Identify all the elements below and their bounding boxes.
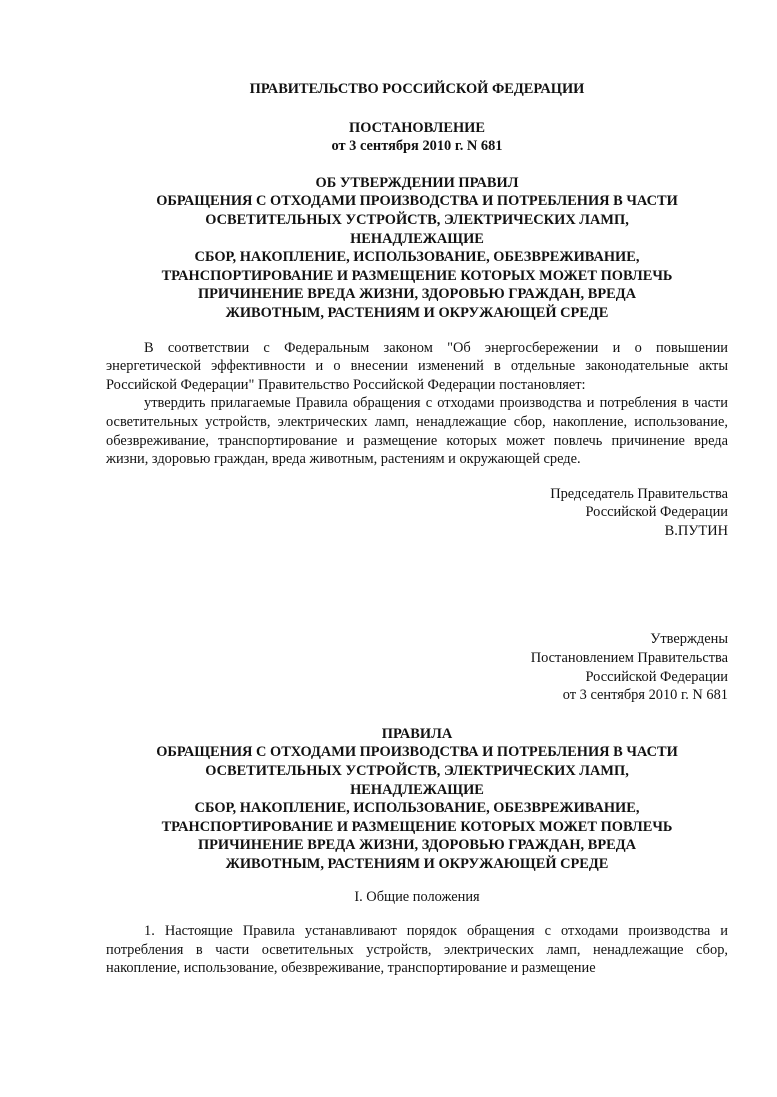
decree-title-line: ОБ УТВЕРЖДЕНИИ ПРАВИЛ <box>315 174 519 191</box>
approval-block <box>106 630 728 704</box>
section-heading: I. Общие положения <box>354 888 480 905</box>
document-page <box>106 80 728 978</box>
approval-line: Постановлением Правительства <box>530 650 728 667</box>
rules-title-line: ПРАВИЛА <box>381 725 453 742</box>
approval-line: Утверждены <box>650 631 728 648</box>
intro-paragraph: В соответствии с Федеральным законом "Об энергосбережении и о повышении энергетической эффективности и о внесении изменений в отдельные законодательные акты Российской Федерации" Правительство Российской Федерации постановляет: <box>106 339 728 393</box>
section-paragraph: 1. Настоящие Правила устанавливают порядок обращения с отходами производства и потребления в части осветительных устройств, электрических ламп, ненадлежащие сбор, накопление, использование, обезвреживание, транспортирование и размещение <box>106 923 728 977</box>
approval-line: Российской Федерации <box>585 668 728 685</box>
decree-title-line: ЖИВОТНЫМ, РАСТЕНИЯМ И ОКРУЖАЮЩЕЙ СРЕДЕ <box>225 304 609 321</box>
decree-title-line: ОСВЕТИТЕЛЬНЫХ УСТРОЙСТВ, ЭЛЕКТРИЧЕСКИХ ЛАМП, <box>205 211 629 228</box>
rules-title-line: ТРАНСПОРТИРОВАНИЕ И РАЗМЕЩЕНИЕ КОТОРЫХ МОЖЕТ ПОВЛЕЧЬ <box>161 818 673 835</box>
decree-header <box>106 119 728 156</box>
rules-title-line: ЖИВОТНЫМ, РАСТЕНИЯМ И ОКРУЖАЮЩЕЙ СРЕДЕ <box>225 856 609 872</box>
signature-block <box>106 485 728 541</box>
rules-title-line: НЕНАДЛЕЖАЩИЕ <box>350 781 484 798</box>
rules-title-line: ПРИЧИНЕНИЕ ВРЕДА ЖИЗНИ, ЗДОРОВЬЮ ГРАЖДАН, ВРЕДА <box>197 837 637 854</box>
approval-line: от 3 сентября 2010 г. N 681 <box>562 687 728 704</box>
government-heading: ПРАВИТЕЛЬСТВО РОССИЙСКОЙ ФЕДЕРАЦИИ <box>249 81 585 97</box>
signature-line: Российской Федерации <box>585 504 728 521</box>
decree-title-line: ТРАНСПОРТИРОВАНИЕ И РАЗМЕЩЕНИЕ КОТОРЫХ МОЖЕТ ПОВЛЕЧЬ <box>161 267 673 284</box>
signature-name: В.ПУТИН <box>664 522 728 539</box>
decree-title-line: СБОР, НАКОПЛЕНИЕ, ИСПОЛЬЗОВАНИЕ, ОБЕЗВРЕЖИВАНИЕ, <box>194 249 640 266</box>
rules-title-line: СБОР, НАКОПЛЕНИЕ, ИСПОЛЬЗОВАНИЕ, ОБЕЗВРЕЖИВАНИЕ, <box>194 800 640 817</box>
resolution-paragraph: утвердить прилагаемые Правила обращения с отходами производства и потребления в части осветительных устройств, электрических ламп, ненадлежащие сбор, накопление, использование, обезвреживание, транспортирование и размещение которых может повлечь причинение вреда жизни, здоровью граждан, вреда животным, растениям и окружающей среде. <box>106 395 728 468</box>
rules-title <box>106 725 728 874</box>
decree-title-line: ОБРАЩЕНИЯ С ОТХОДАМИ ПРОИЗВОДСТВА И ПОТРЕБЛЕНИЯ В ЧАСТИ <box>156 193 678 210</box>
rules-title-line: ОСВЕТИТЕЛЬНЫХ УСТРОЙСТВ, ЭЛЕКТРИЧЕСКИХ ЛАМП, <box>205 763 629 780</box>
signature-line: Председатель Правительства <box>550 485 728 502</box>
decree-label: ПОСТАНОВЛЕНИЕ <box>349 119 485 136</box>
rules-title-line: ОБРАЩЕНИЯ С ОТХОДАМИ ПРОИЗВОДСТВА И ПОТРЕБЛЕНИЯ В ЧАСТИ <box>156 744 678 761</box>
decree-title-line: ПРИЧИНЕНИЕ ВРЕДА ЖИЗНИ, ЗДОРОВЬЮ ГРАЖДАН, ВРЕДА <box>197 286 637 303</box>
decree-date: от 3 сентября 2010 г. N 681 <box>331 138 503 155</box>
decree-title <box>106 174 728 323</box>
decree-title-line: НЕНАДЛЕЖАЩИЕ <box>350 230 484 247</box>
